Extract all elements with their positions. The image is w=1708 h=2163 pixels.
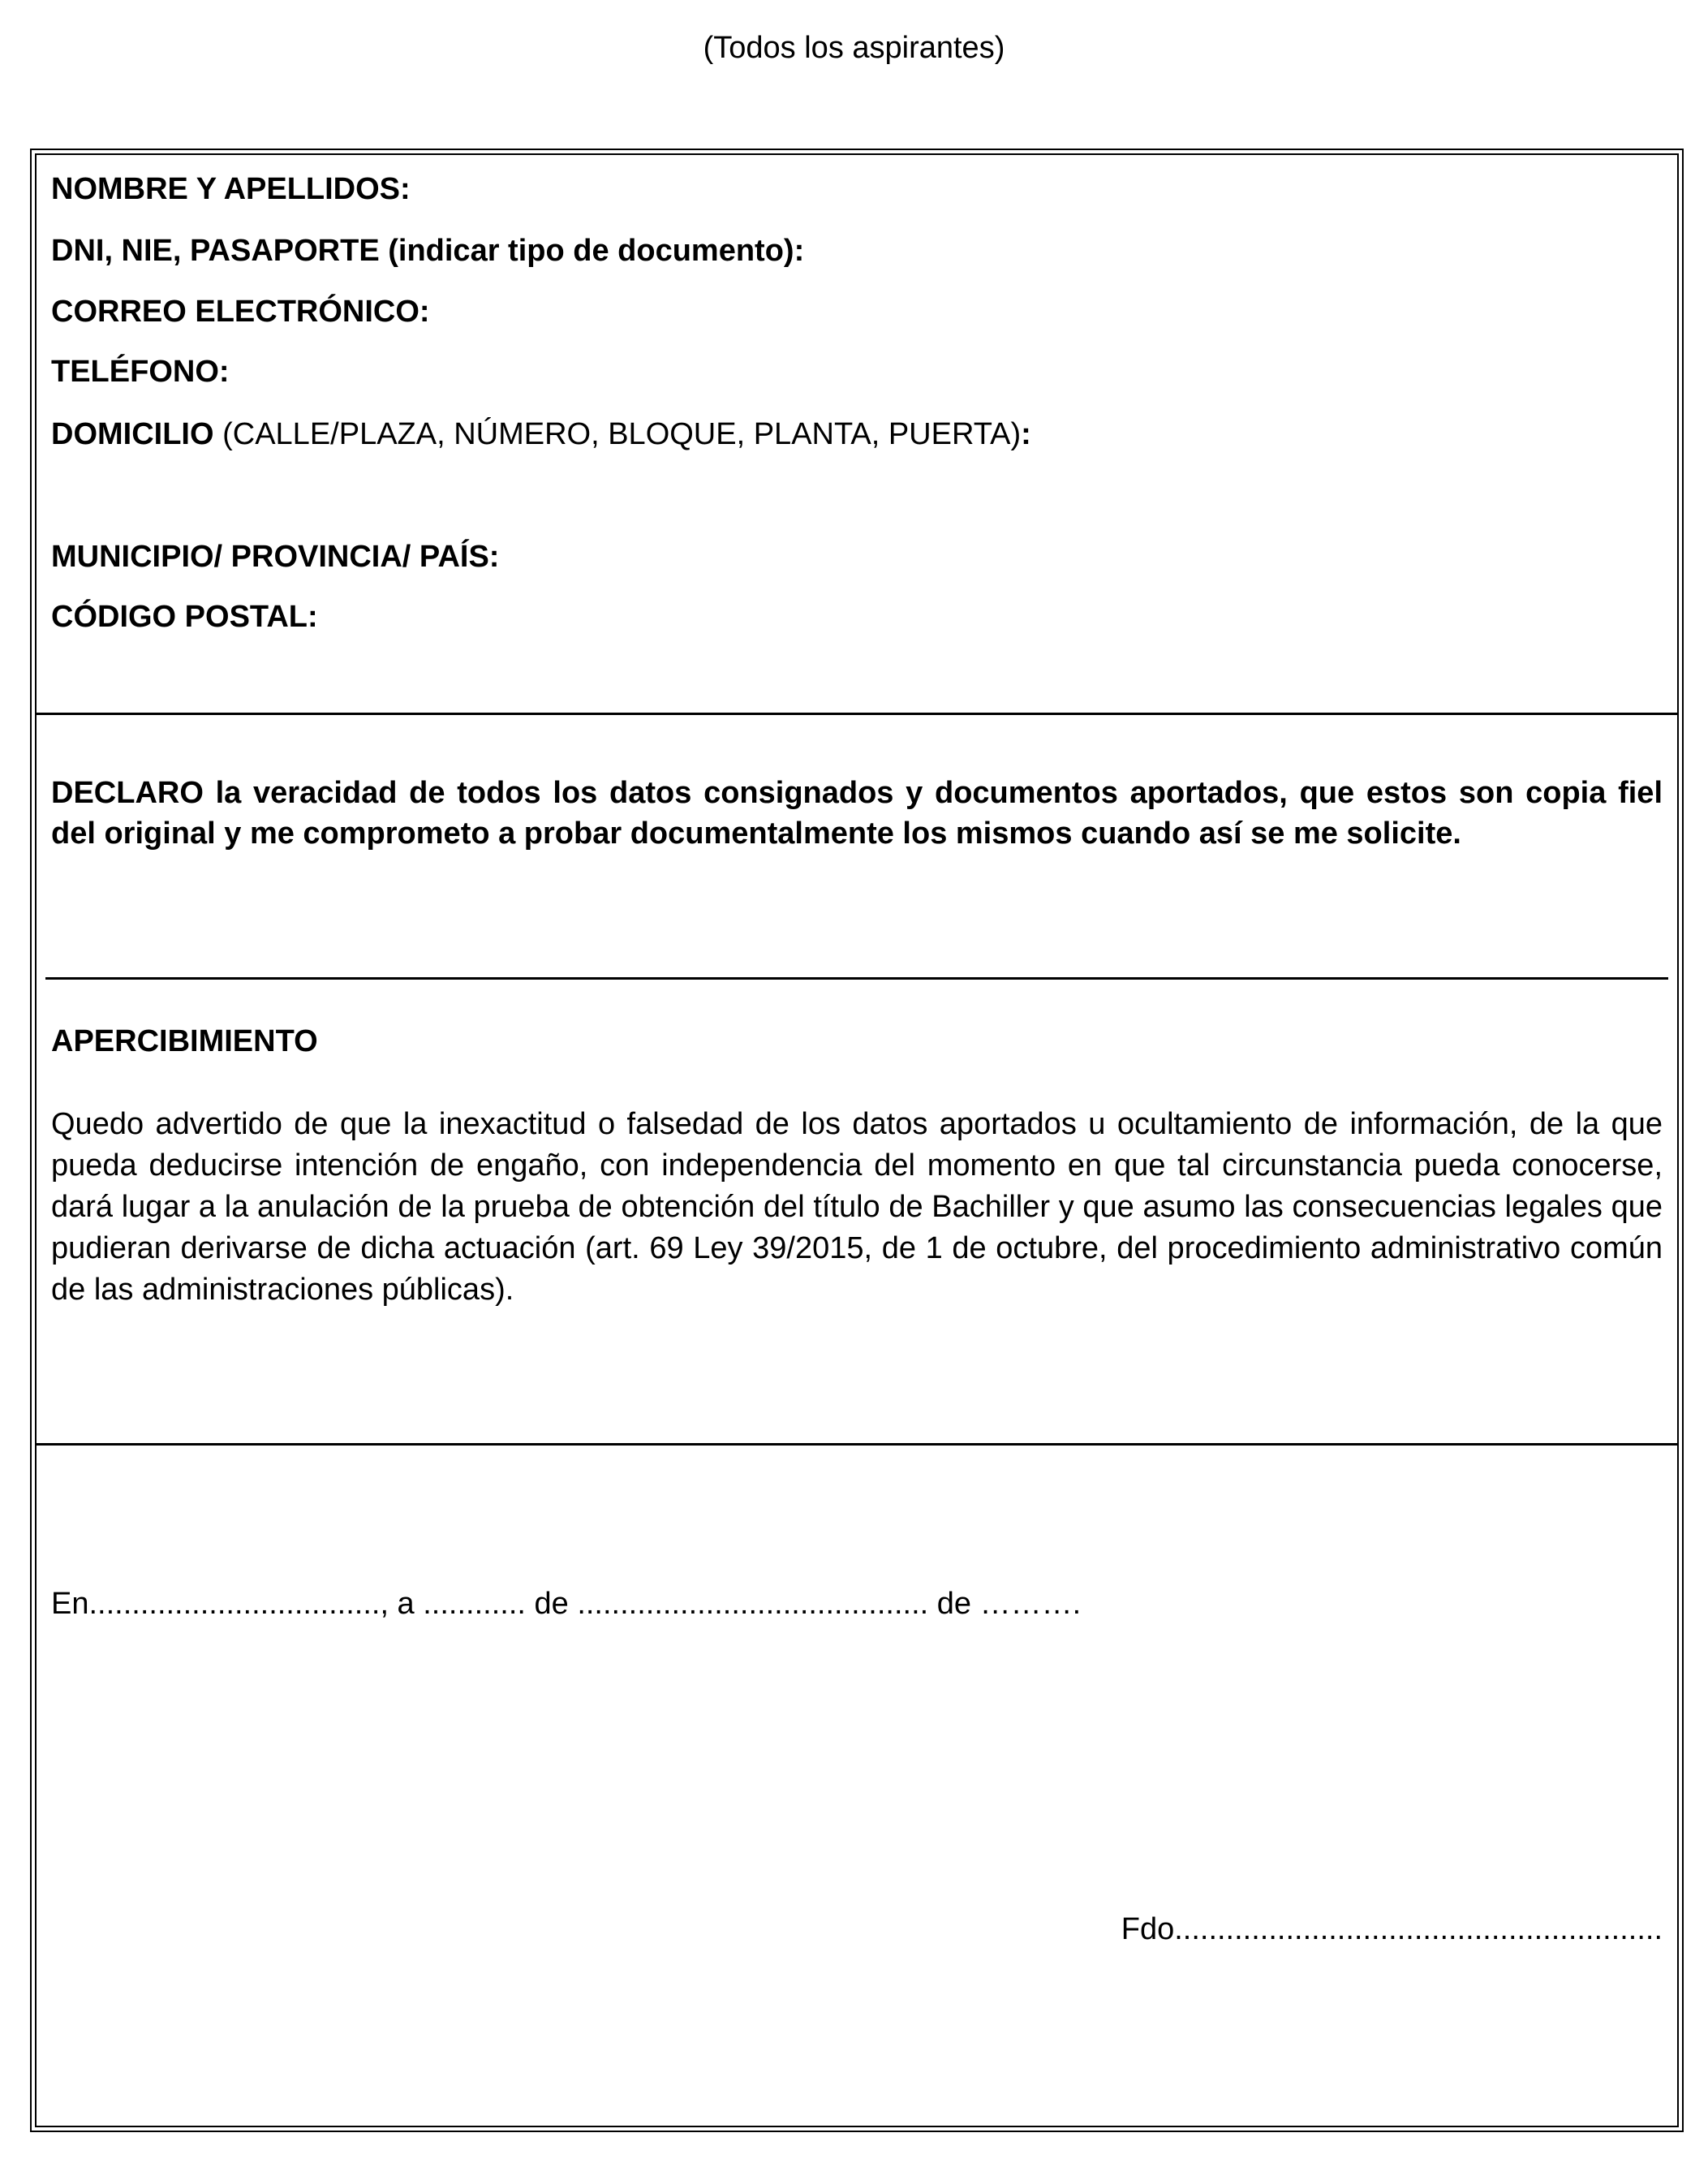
declaration-keyword: DECLARO — [51, 776, 204, 810]
declaration-paragraph — [51, 773, 1663, 854]
name-label: NOMBRE Y APELLIDOS: — [51, 172, 411, 206]
warning-title: APERCIBIMIENTO — [51, 1024, 318, 1058]
section-divider — [35, 713, 1677, 715]
address-colon: : — [1021, 417, 1031, 451]
address-label: DOMICILIO — [51, 417, 214, 451]
section-divider — [45, 977, 1668, 980]
document-label: DNI, NIE, PASAPORTE (indicar tipo de documento): — [51, 234, 805, 268]
warning-text: Quedo advertido de que la inexactitud o falsedad de los datos aportados u ocultamiento de información, de la que pueda deducirse intención de engaño, con independencia del momento en que tal circunstancia pueda conocerse, dará lugar a la anulación de la prueba de obtención del título de Bachiller y que asumo las consecuencias legales que pudieran derivarse de dicha actuación (art. 69 Ley 39/2015, de 1 de octubre, del procedimiento administrativo común de las administraciones públicas). — [51, 1107, 1663, 1307]
address-label-row — [51, 416, 1031, 453]
municipality-label: MUNICIPIO/ PROVINCIA/ PAÍS: — [51, 540, 500, 574]
declaration-text: la veracidad de todos los datos consignados y documentos aportados, que estos son copia fiel del original y me comprometo a probar documentalmente los mismos cuando así se me solicite. — [51, 776, 1663, 851]
phone-label: TELÉFONO: — [51, 355, 230, 389]
place-date-line: En.................................., a ............ de ......................................... de ………. — [51, 1587, 1082, 1621]
address-detail: (CALLE/PLAZA, NÚMERO, BLOQUE, PLANTA, PUERTA) — [213, 417, 1022, 451]
signature-line: Fdo......................................................... — [1121, 1912, 1663, 1946]
email-label: CORREO ELECTRÓNICO: — [51, 295, 430, 329]
section-divider — [35, 1443, 1677, 1446]
form-subtitle: (Todos los aspirantes) — [703, 31, 1005, 65]
postal-code-label: CÓDIGO POSTAL: — [51, 600, 318, 634]
